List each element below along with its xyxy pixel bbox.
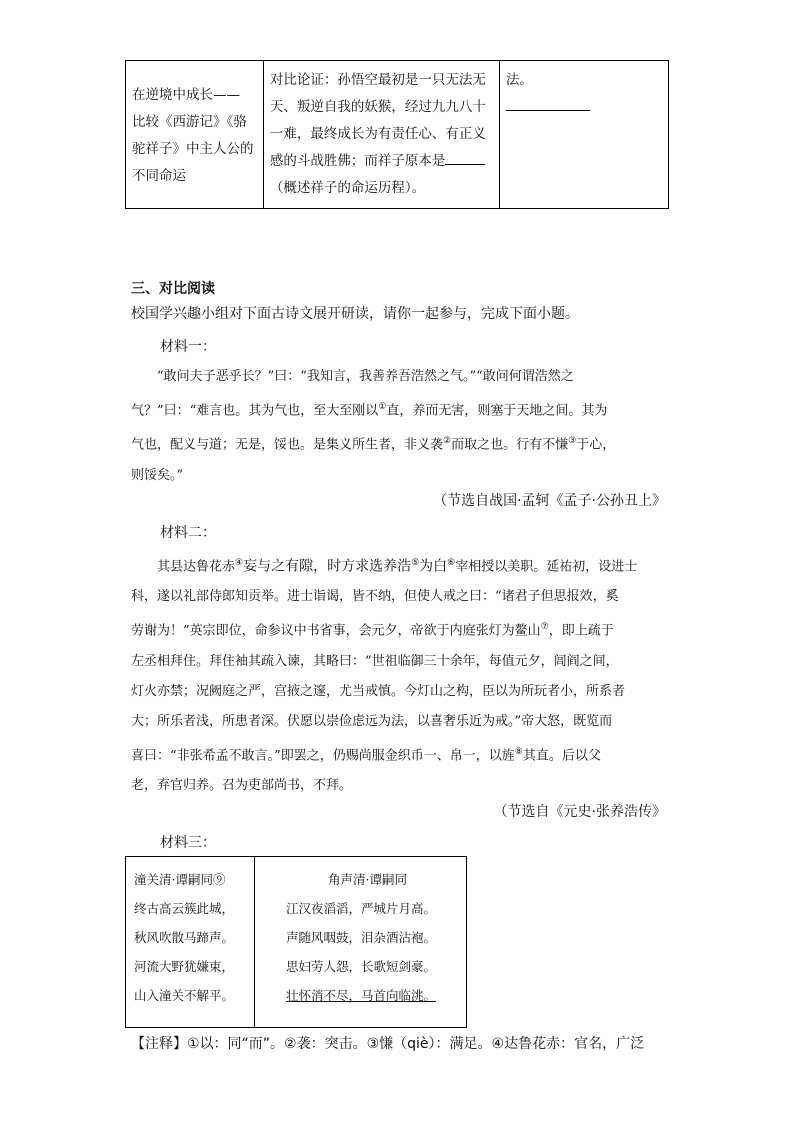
poem-line: 秋风吹散马蹄声。 [134, 930, 235, 945]
poem-2 [286, 865, 436, 1010]
footnote-mark: ② [443, 436, 452, 447]
table-cell-argument [263, 61, 499, 209]
table-row [126, 61, 669, 209]
text-line: 老，弃官归养。召为吏部尚书，不拜。 [131, 777, 353, 793]
footnote-mark: ⑤ [411, 558, 420, 568]
text-line [131, 392, 666, 426]
cell-line [506, 94, 662, 121]
section-heading: 三、对比阅读 [131, 281, 215, 297]
poem-line: 思妇劳人怨，长歌短剑豪。 [286, 959, 437, 974]
text-line: 科，遂以礼部侍郎知贡举。进士诣谒，皆不纳，但使人戒之曰：“诸君子但思报效，奚 [131, 589, 619, 605]
footnote-mark: ⑦ [540, 622, 549, 633]
material-3-label: 材料三： [160, 835, 216, 851]
text-span: 直，养而无害，则塞于天地之间。其为 [386, 403, 608, 419]
poem-line: 山入潼关不解平。 [134, 988, 235, 1003]
text-line: 则馁矣。” [131, 467, 184, 483]
text-line [131, 612, 666, 646]
cell-line [270, 148, 493, 175]
answer-blank[interactable] [445, 148, 485, 165]
poem-title-text: 潼关清·谭嗣同 [134, 872, 213, 887]
poem-1 [134, 865, 234, 1010]
section-intro: 校国学兴趣小组对下面古诗文展开研读，请你一起参与，完成下面小题。 [131, 306, 579, 322]
text-line [131, 426, 666, 460]
material-1-label: 材料一： [160, 339, 216, 355]
cell-text: 感的斗战胜佛；而祥子原本是 [269, 153, 446, 169]
poem-box [125, 856, 467, 1028]
text-line: 大；所乐者浅，所患者深。伏愿以崇俭虑远为法，以喜奢乐近为戒。”帝大怒，既览而 [131, 713, 613, 729]
footnote-mark: ④ [235, 558, 244, 568]
poem-title: 角声清·谭嗣同 [328, 872, 407, 887]
text-line: 灯火亦禁；况阙庭之严，宫掖之邃，尤当戒慎。今灯山之构，臣以为所玩者小，所系者 [131, 683, 626, 699]
text-span: 而取之也。行有不慊 [451, 437, 569, 453]
text-span: 喜曰：“非张希孟不敢言。”即罢之，仍赐尚服金织币一、帛一，以旌 [131, 747, 515, 763]
text-span: 为白 [419, 557, 448, 574]
material-2-label: 材料二： [160, 525, 216, 541]
text-span: 其县达鲁花赤 [157, 559, 236, 575]
cell-line: 比较《西游记》《骆 [132, 113, 247, 130]
material-1-text [131, 362, 666, 491]
text-span: 宰相授以美职。延祐初，设进士 [455, 559, 638, 575]
text-span: 气也，配义与道；无是，馁也。是集义所生者，非义袭 [131, 437, 444, 453]
annotation-notes: 【注释】①以：同“而”。②袭：突击。③慊（qiè）：满足。④达鲁花赤：官名，广泛 [131, 1036, 645, 1052]
cell-line: 对比论证：孙悟空最初是一只无法无 [269, 72, 486, 88]
material-2-source: （节选自《元史·张养浩传》 [493, 804, 666, 820]
text-line: 左丞相拜住。拜住袖其疏入谏，其略曰：“世祖临御三十余年，每值元夕，闾阎之间， [131, 653, 619, 669]
material-2-text [131, 548, 666, 801]
footnote-mark: ① [378, 402, 387, 412]
poem-divider [254, 857, 255, 1027]
poem-title [134, 865, 234, 894]
cell-line: （概述祥子的命运历程）。 [269, 180, 426, 196]
text-line [131, 548, 666, 582]
footnote-mark: ⑨ [212, 872, 226, 887]
cell-line: 在逆境中成长—— [132, 86, 240, 103]
table-cell-topic [126, 61, 264, 209]
table-cell-conclusion [499, 61, 668, 209]
answer-blank[interactable] [506, 94, 590, 111]
text-span: 妄与之有隙，时方求选养浩 [243, 557, 412, 574]
cell-line: 法。 [505, 72, 533, 88]
footnote-mark: ③ [568, 436, 577, 447]
text-line [131, 737, 666, 771]
text-span: 于心， [576, 437, 616, 453]
text-span: 气？”曰：“难言也。其为气也，至大至刚以 [131, 403, 379, 419]
text-span: 其直。后以父 [522, 747, 601, 763]
poem-line-underlined: 壮怀消不尽，马首向临洮。 [286, 988, 437, 1003]
comparison-table [125, 60, 669, 209]
poem-line: 河流大野犹嫌束， [134, 959, 235, 974]
cell-line: 一难，最终成长为有责任心、有正义 [269, 126, 486, 142]
text-span: 劳谢为！”英宗即位，命参议中书省事，会元夕，帝欲于内庭张灯为鳌山 [131, 623, 541, 639]
cell-line: 驼祥子》中主人公的 [132, 140, 254, 157]
text-span: ，即上疏于 [548, 623, 614, 639]
poem-line: 江汉夜滔滔，严城片月高。 [286, 901, 437, 916]
cell-line: 天、叛逆自我的妖猴，经过九九八十 [269, 99, 486, 115]
poem-line: 终古高云簇此城， [134, 901, 235, 916]
material-1-source: （节选自战国·孟轲《孟子·公孙丑上》 [433, 493, 666, 509]
footnote-mark: ⑥ [447, 558, 456, 568]
text-line: “敢问夫子恶乎长？”曰：“我知言，我善养吾浩然之气。”“敢问何谓浩然之 [157, 369, 574, 384]
cell-line: 不同命运 [132, 167, 186, 184]
poem-line: 声随风咽鼓，泪杂酒沾袍。 [286, 930, 437, 945]
footnote-mark: ⑧ [514, 746, 523, 757]
